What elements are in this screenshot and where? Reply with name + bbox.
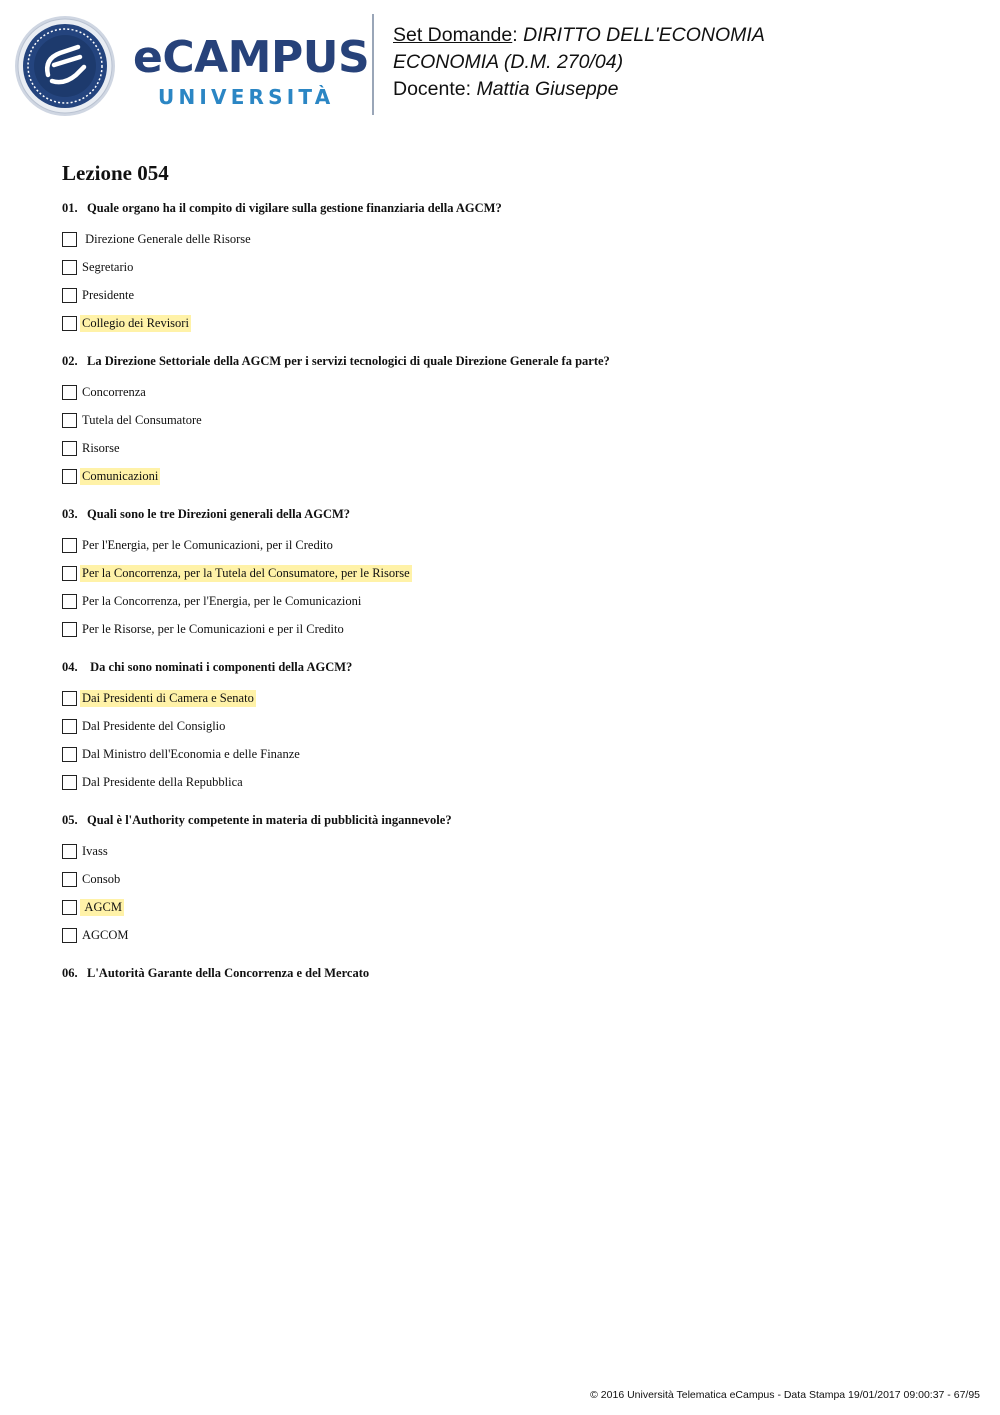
question-block bbox=[62, 200, 962, 337]
answer-label: Per la Concorrenza, per l'Energia, per le Comunicazioni bbox=[82, 593, 362, 608]
answer-checkbox[interactable] bbox=[62, 566, 77, 581]
answer-label: Dal Ministro dell'Economia e delle Finanze bbox=[82, 746, 300, 761]
answer-label-highlighted: Comunicazioni bbox=[82, 468, 159, 483]
answer-checkbox[interactable] bbox=[62, 413, 77, 428]
set-line bbox=[393, 22, 765, 49]
answer-checkbox[interactable] bbox=[62, 928, 77, 943]
answer-checkbox[interactable] bbox=[62, 232, 77, 247]
set-label: Set Domande bbox=[393, 24, 513, 46]
answer-label: Segretario bbox=[82, 259, 134, 274]
answer-option[interactable] bbox=[62, 559, 962, 587]
question-block bbox=[62, 965, 962, 981]
answer-checkbox[interactable] bbox=[62, 872, 77, 887]
answer-checkbox[interactable] bbox=[62, 316, 77, 331]
answer-option[interactable] bbox=[62, 865, 962, 893]
answer-label: Per l'Energia, per le Comunicazioni, per il Credito bbox=[82, 537, 333, 552]
answer-label-highlighted: Per la Concorrenza, per la Tutela del Consumatore, per le Risorse bbox=[82, 565, 410, 580]
docente-name: Mattia Giuseppe bbox=[476, 78, 619, 100]
set-info bbox=[393, 22, 765, 103]
answer-label: Dal Presidente della Repubblica bbox=[82, 774, 243, 789]
answer-option[interactable] bbox=[62, 615, 962, 643]
answer-checkbox[interactable] bbox=[62, 719, 77, 734]
question-prompt: Da chi sono nominati i componenti della AGCM? bbox=[87, 660, 353, 674]
course-title-line1: DIRITTO DELL'ECONOMIA bbox=[523, 24, 765, 46]
question-text bbox=[62, 506, 962, 522]
answer-checkbox[interactable] bbox=[62, 469, 77, 484]
question-prompt: L'Autorità Garante della Concorrenza e del Mercato bbox=[87, 966, 370, 980]
question-number: 03. bbox=[62, 507, 78, 521]
question-prompt: Quali sono le tre Direzioni generali della AGCM? bbox=[87, 507, 351, 521]
question-block bbox=[62, 812, 962, 949]
answer-checkbox[interactable] bbox=[62, 775, 77, 790]
page-footer: © 2016 Università Telematica eCampus - Data Stampa 19/01/2017 09:00:37 - 67/95 bbox=[590, 1389, 980, 1401]
answer-checkbox[interactable] bbox=[62, 385, 77, 400]
answer-option[interactable] bbox=[62, 768, 962, 796]
question-number: 01. bbox=[62, 201, 78, 215]
answer-label-highlighted: AGCM bbox=[82, 899, 122, 914]
answer-option[interactable] bbox=[62, 587, 962, 615]
answer-checkbox[interactable] bbox=[62, 538, 77, 553]
logo-wordmark: eCAMPUS bbox=[133, 32, 370, 83]
answer-label: Consob bbox=[82, 871, 121, 886]
answer-label-highlighted: Dai Presidenti di Camera e Senato bbox=[82, 690, 254, 705]
answer-checkbox[interactable] bbox=[62, 594, 77, 609]
course-title-line2: ECONOMIA (D.M. 270/04) bbox=[393, 51, 624, 73]
question-number: 02. bbox=[62, 354, 78, 368]
ecampus-logo bbox=[133, 32, 370, 116]
answer-option[interactable] bbox=[62, 462, 962, 490]
answer-option[interactable] bbox=[62, 434, 962, 462]
answer-option[interactable] bbox=[62, 281, 962, 309]
question-list bbox=[62, 200, 962, 981]
answer-label: Concorrenza bbox=[82, 384, 146, 399]
question-text bbox=[62, 659, 962, 675]
answer-option[interactable] bbox=[62, 225, 962, 253]
answer-option[interactable] bbox=[62, 921, 962, 949]
course-line bbox=[393, 49, 765, 76]
university-seal-icon bbox=[14, 15, 116, 117]
question-block bbox=[62, 659, 962, 796]
answer-option[interactable] bbox=[62, 309, 962, 337]
answer-checkbox[interactable] bbox=[62, 691, 77, 706]
lesson-title: Lezione 054 bbox=[62, 161, 169, 185]
logo-subtext: UNIVERSITÀ bbox=[158, 85, 335, 109]
page-header bbox=[0, 0, 1000, 130]
question-text bbox=[62, 353, 962, 369]
question-block bbox=[62, 353, 962, 490]
answer-option[interactable] bbox=[62, 837, 962, 865]
answer-checkbox[interactable] bbox=[62, 441, 77, 456]
question-prompt: Qual è l'Authority competente in materia di pubblicità ingannevole? bbox=[87, 813, 452, 827]
question-prompt: Quale organo ha il compito di vigilare sulla gestione finanziaria della AGCM? bbox=[87, 201, 502, 215]
question-number: 05. bbox=[62, 813, 78, 827]
answer-label: Risorse bbox=[82, 440, 120, 455]
answer-option[interactable] bbox=[62, 406, 962, 434]
answer-label: Dal Presidente del Consiglio bbox=[82, 718, 226, 733]
answer-label: Direzione Generale delle Risorse bbox=[82, 231, 251, 246]
answer-label-highlighted: Collegio dei Revisori bbox=[82, 315, 189, 330]
answer-checkbox[interactable] bbox=[62, 622, 77, 637]
question-block bbox=[62, 506, 962, 643]
question-number: 04. bbox=[62, 660, 78, 674]
answer-option[interactable] bbox=[62, 740, 962, 768]
answer-option[interactable] bbox=[62, 684, 962, 712]
answer-option[interactable] bbox=[62, 253, 962, 281]
set-separator: : bbox=[512, 24, 524, 46]
answer-option[interactable] bbox=[62, 531, 962, 559]
question-text bbox=[62, 200, 962, 216]
answer-label: Ivass bbox=[82, 843, 108, 858]
answer-option[interactable] bbox=[62, 893, 962, 921]
answer-option[interactable] bbox=[62, 378, 962, 406]
question-number: 06. bbox=[62, 966, 78, 980]
question-text bbox=[62, 812, 962, 828]
header-divider bbox=[372, 14, 374, 115]
answer-label: Per le Risorse, per le Comunicazioni e per il Credito bbox=[82, 621, 344, 636]
answer-checkbox[interactable] bbox=[62, 288, 77, 303]
question-text bbox=[62, 965, 962, 981]
answer-checkbox[interactable] bbox=[62, 747, 77, 762]
answer-label: Presidente bbox=[82, 287, 135, 302]
answer-label: AGCOM bbox=[82, 927, 129, 942]
answer-checkbox[interactable] bbox=[62, 844, 77, 859]
answer-option[interactable] bbox=[62, 712, 962, 740]
page-content bbox=[62, 160, 962, 997]
question-prompt: La Direzione Settoriale della AGCM per i servizi tecnologici di quale Direzione Generale fa parte? bbox=[87, 354, 610, 368]
docente-line bbox=[393, 76, 765, 103]
docente-label: Docente: bbox=[393, 78, 477, 100]
answer-label: Tutela del Consumatore bbox=[82, 412, 202, 427]
answer-checkbox[interactable] bbox=[62, 260, 77, 275]
answer-checkbox[interactable] bbox=[62, 900, 77, 915]
